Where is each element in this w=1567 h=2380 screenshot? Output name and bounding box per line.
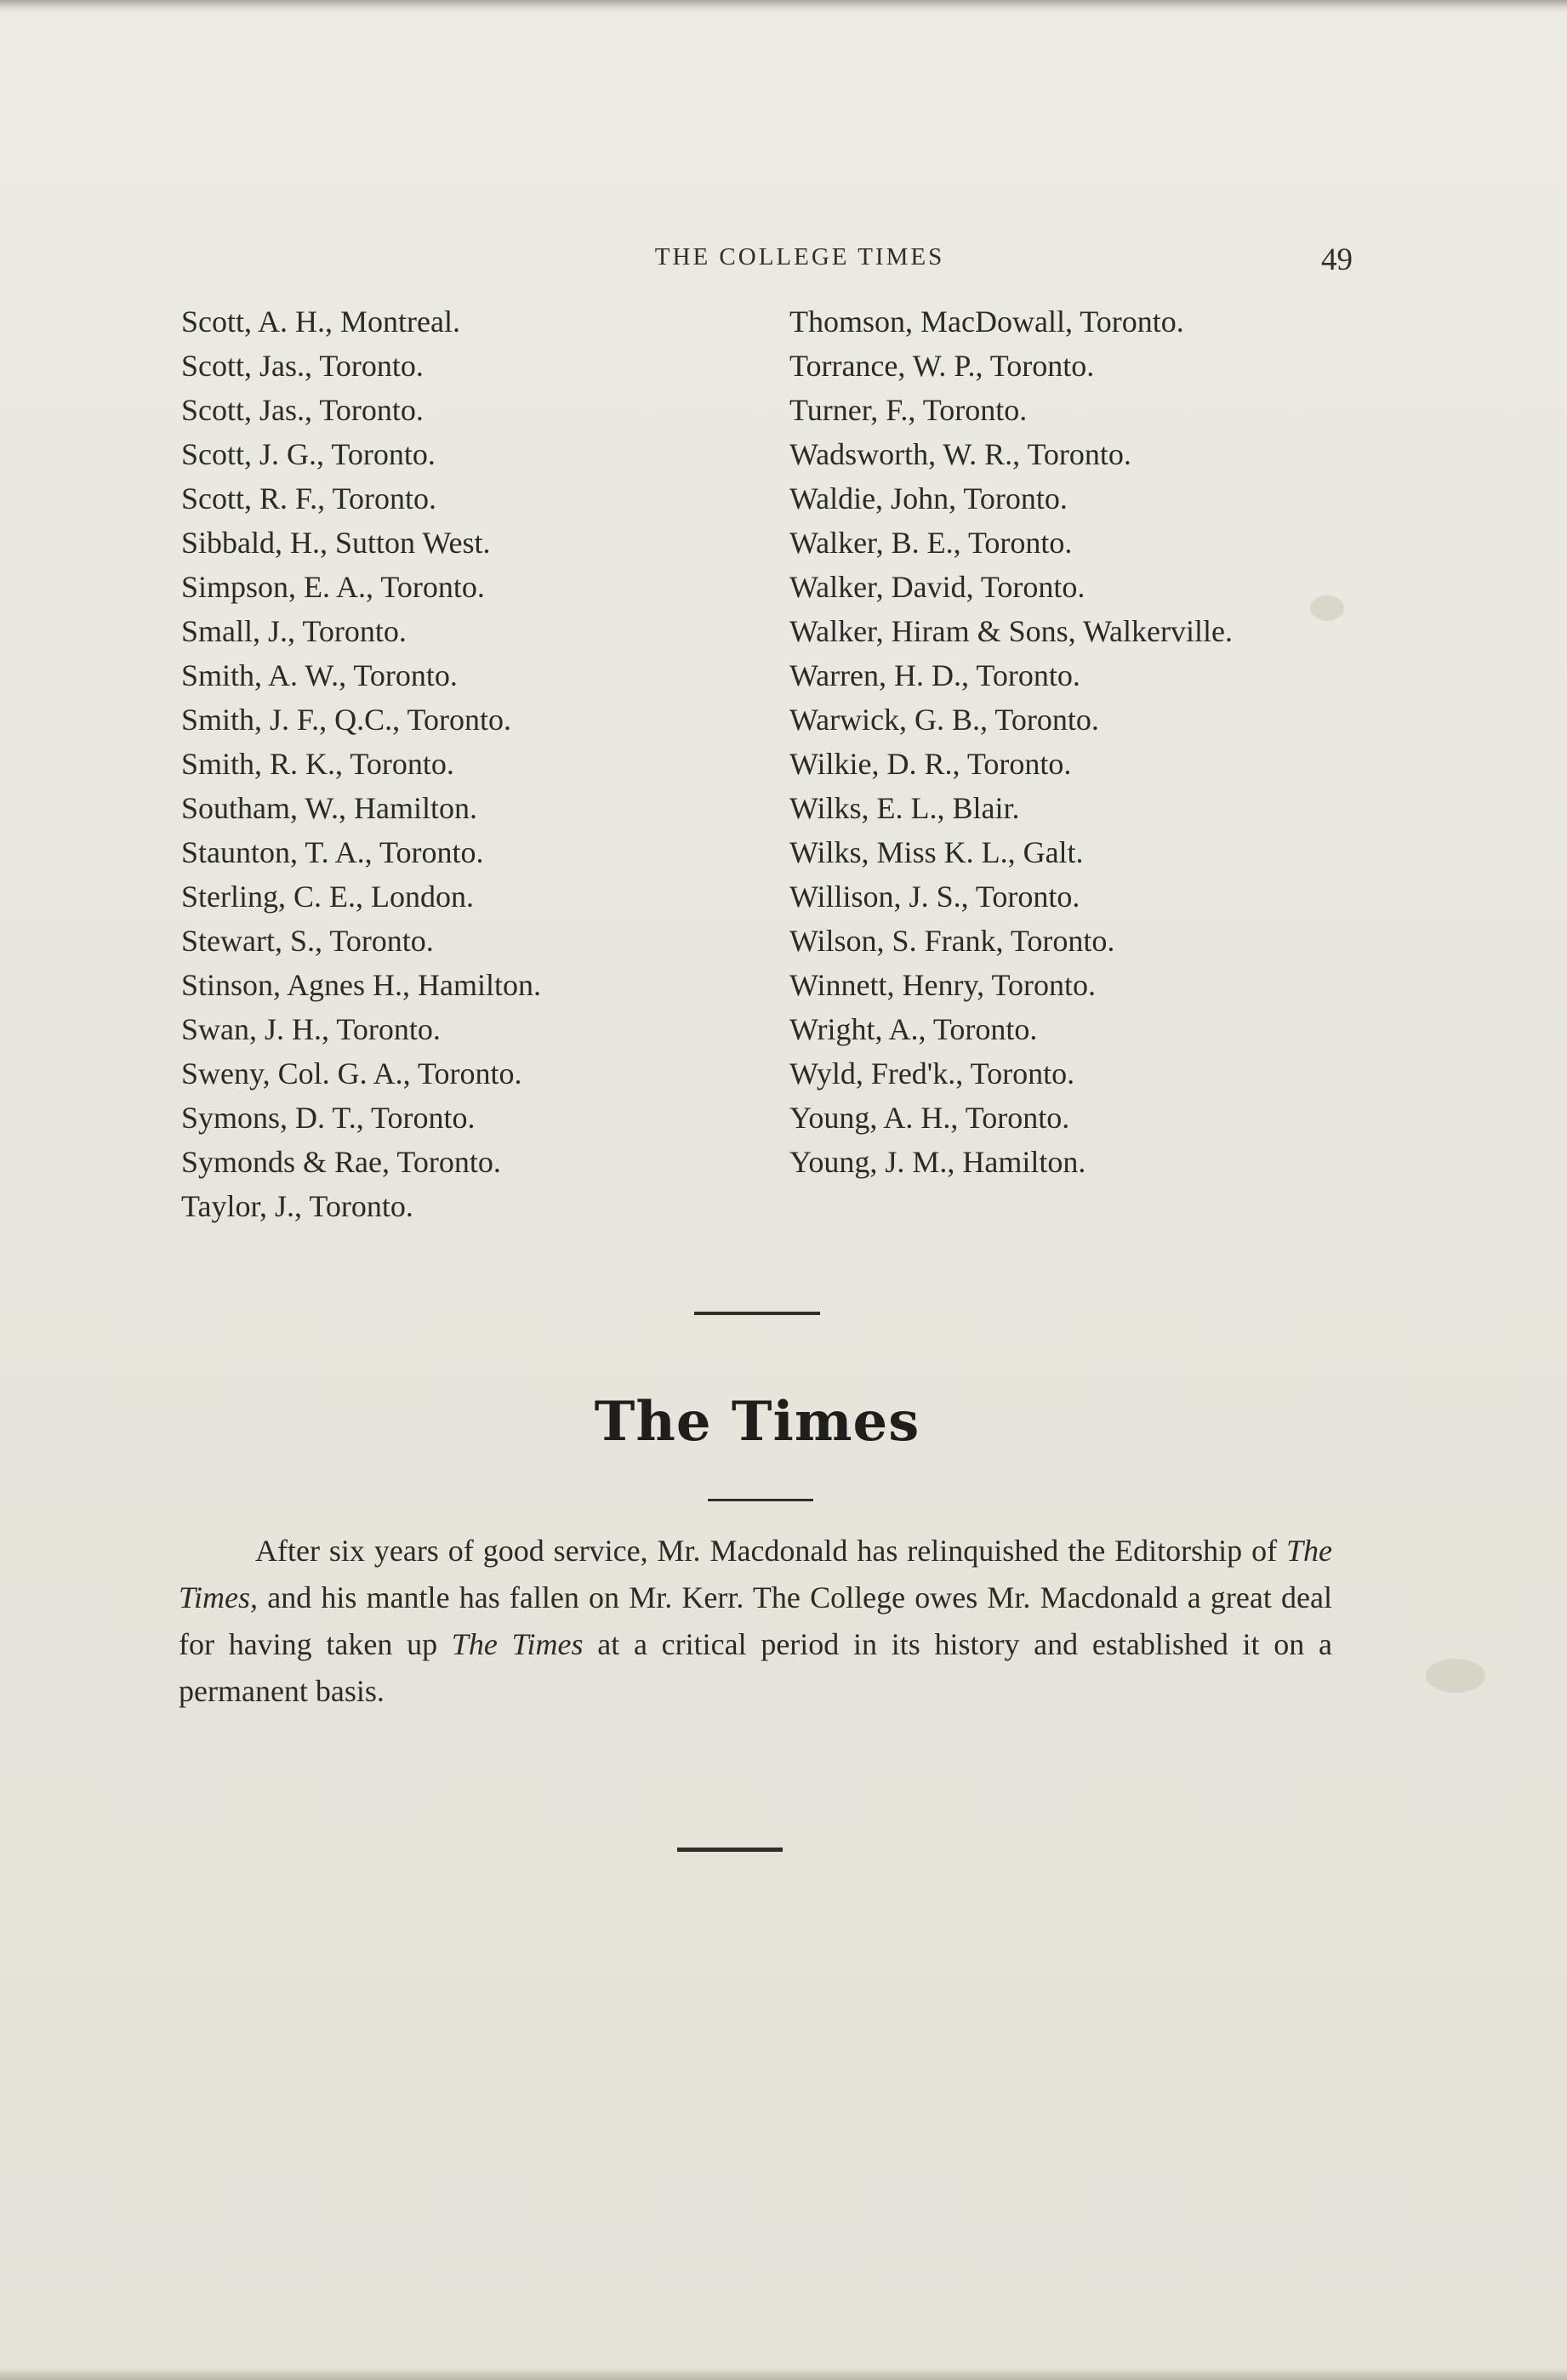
list-item: Wright, A., Toronto. bbox=[789, 1012, 1038, 1046]
list-item: Scott, Jas., Toronto. bbox=[181, 393, 424, 427]
list-item: Symons, D. T., Toronto. bbox=[181, 1101, 476, 1135]
section-heading: The Times bbox=[594, 1390, 920, 1454]
list-item: Wilks, Miss K. L., Galt. bbox=[789, 835, 1084, 869]
page-top-edge bbox=[0, 0, 1567, 12]
list-item: Staunton, T. A., Toronto. bbox=[181, 835, 484, 869]
article-paragraph bbox=[179, 1528, 1332, 1715]
paper-stain bbox=[1426, 1659, 1485, 1693]
list-item: Waldie, John, Toronto. bbox=[789, 481, 1068, 515]
list-item: Stewart, S., Toronto. bbox=[181, 924, 434, 958]
paragraph-text: and his mantle has fallen on Mr. Kerr. The College owes Mr. Macdonald a great deal for having taken up bbox=[179, 1580, 1332, 1661]
list-item: Young, A. H., Toronto. bbox=[789, 1101, 1070, 1135]
list-item: Simpson, E. A., Toronto. bbox=[181, 570, 485, 604]
list-item: Smith, J. F., Q.C., Toronto. bbox=[181, 703, 512, 737]
list-item: Scott, R. F., Toronto. bbox=[181, 481, 436, 515]
list-item: Young, J. M., Hamilton. bbox=[789, 1145, 1086, 1179]
list-item: Warren, H. D., Toronto. bbox=[789, 658, 1080, 692]
page-number: 49 bbox=[1321, 242, 1353, 277]
page-bottom-edge bbox=[0, 2368, 1567, 2380]
divider-rule bbox=[694, 1312, 820, 1315]
list-item: Symonds & Rae, Toronto. bbox=[181, 1145, 501, 1179]
divider-rule bbox=[708, 1499, 813, 1501]
list-item: Walker, David, Toronto. bbox=[789, 570, 1086, 604]
list-item: Scott, J. G., Toronto. bbox=[181, 437, 436, 471]
list-item: Wilkie, D. R., Toronto. bbox=[789, 747, 1072, 781]
list-item: Wadsworth, W. R., Toronto. bbox=[789, 437, 1131, 471]
list-item: Thomson, MacDowall, Toronto. bbox=[789, 305, 1184, 339]
publication-title: The Times, bbox=[179, 1534, 1332, 1614]
running-head: THE COLLEGE TIMES bbox=[654, 243, 945, 270]
list-item: Scott, Jas., Toronto. bbox=[181, 349, 424, 383]
list-item: Turner, F., Toronto. bbox=[789, 393, 1028, 427]
paragraph-text: After six years of good service, Mr. Macdonald has relinquished the Editorship of bbox=[255, 1534, 1286, 1568]
divider-rule bbox=[677, 1848, 783, 1852]
list-item: Wyld, Fred'k., Toronto. bbox=[789, 1056, 1075, 1090]
list-item: Walker, B. E., Toronto. bbox=[789, 526, 1073, 560]
list-item: Willison, J. S., Toronto. bbox=[789, 880, 1080, 914]
list-item: Winnett, Henry, Toronto. bbox=[789, 968, 1096, 1002]
list-item: Smith, R. K., Toronto. bbox=[181, 747, 454, 781]
paragraph-text: at a critical period in its history and established it on a permanent basis. bbox=[179, 1627, 1332, 1708]
list-item: Smith, A. W., Toronto. bbox=[181, 658, 458, 692]
list-item: Swan, J. H., Toronto. bbox=[181, 1012, 441, 1046]
list-item: Small, J., Toronto. bbox=[181, 614, 407, 648]
list-item: Southam, W., Hamilton. bbox=[181, 791, 478, 825]
list-item: Taylor, J., Toronto. bbox=[181, 1189, 413, 1223]
list-item: Walker, Hiram & Sons, Walkerville. bbox=[789, 614, 1233, 648]
list-item: Torrance, W. P., Toronto. bbox=[789, 349, 1095, 383]
list-item: Sweny, Col. G. A., Toronto. bbox=[181, 1056, 522, 1090]
list-item: Sterling, C. E., London. bbox=[181, 880, 474, 914]
publication-title: The Times bbox=[451, 1627, 584, 1661]
list-item: Scott, A. H., Montreal. bbox=[181, 305, 460, 339]
list-item: Stinson, Agnes H., Hamilton. bbox=[181, 968, 542, 1002]
subscriber-list-left bbox=[181, 299, 726, 1228]
list-item: Wilson, S. Frank, Toronto. bbox=[789, 924, 1115, 958]
subscriber-list-right bbox=[789, 299, 1376, 1184]
list-item: Warwick, G. B., Toronto. bbox=[789, 703, 1099, 737]
list-item: Wilks, E. L., Blair. bbox=[789, 791, 1020, 825]
list-item: Sibbald, H., Sutton West. bbox=[181, 526, 491, 560]
